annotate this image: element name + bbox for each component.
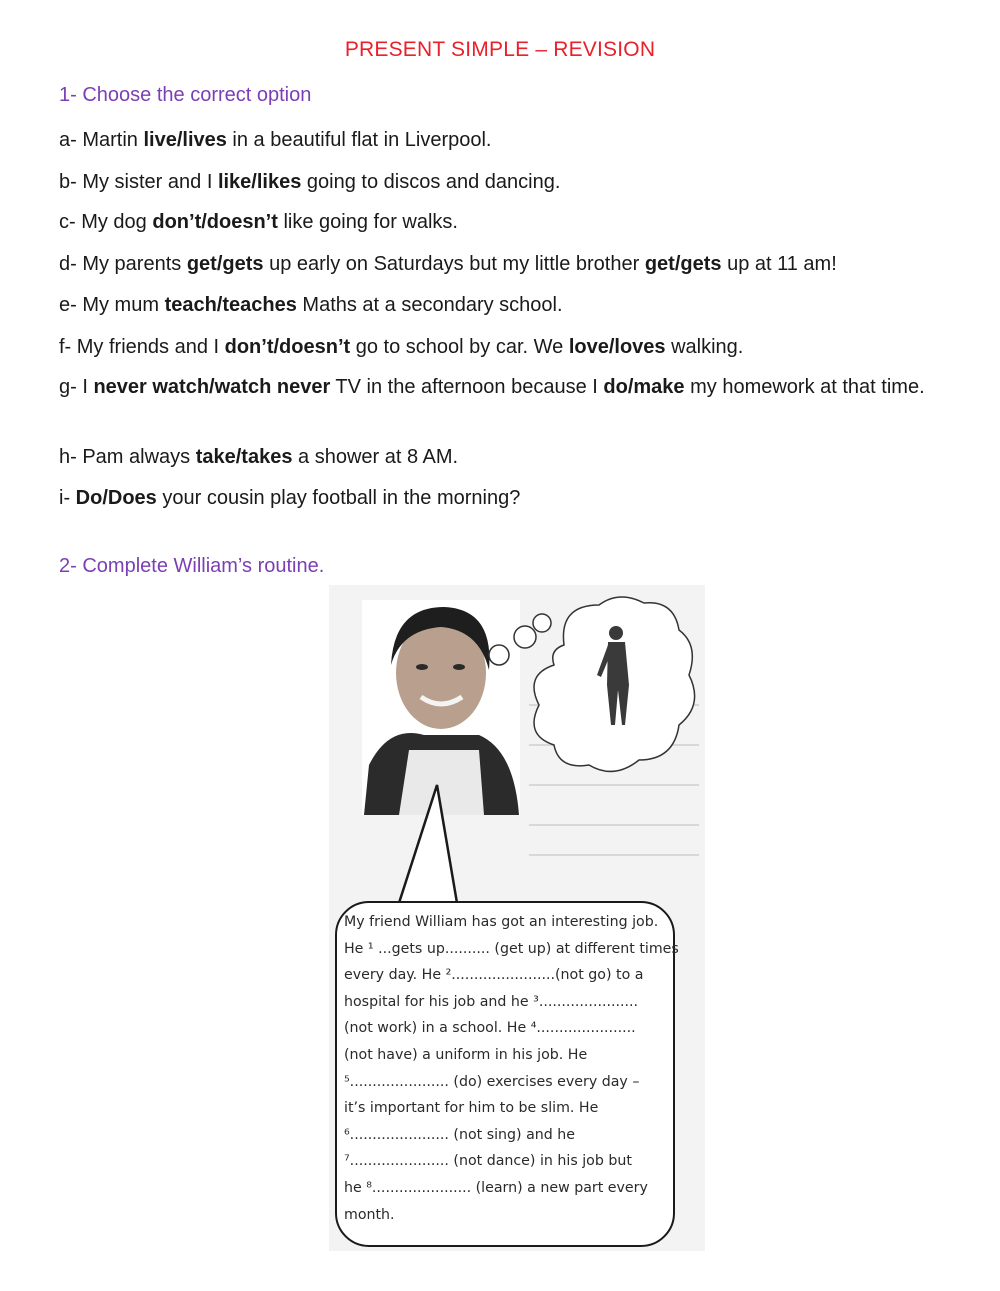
speech-line: ⁶...................... (not sing) and he: [344, 1126, 575, 1143]
answer-option[interactable]: never watch/watch never: [93, 376, 331, 398]
speech-line: (not work) in a school. He ⁴......................: [344, 1020, 636, 1037]
speech-text: [344, 909, 679, 1228]
answer-option[interactable]: don’t/doesn’t: [152, 211, 278, 233]
exercise-item: [59, 168, 949, 196]
sentence-text: a shower at 8 AM.: [292, 446, 459, 468]
exercise-item: [59, 373, 949, 401]
exercise-item: [59, 333, 949, 361]
speech-line: My friend William has got an interesting job.: [344, 914, 659, 930]
speech-line: month.: [344, 1206, 395, 1223]
speech-line: hospital for his job and he ³......................: [344, 993, 639, 1010]
sentence-text: walking.: [665, 336, 744, 358]
exercise-item: [59, 126, 949, 154]
answer-option[interactable]: take/takes: [195, 446, 293, 468]
sentence-text: g- I: [59, 376, 94, 398]
sentence-text: b- My sister and I: [59, 171, 218, 193]
section1-heading: 1- Choose the correct option: [59, 84, 312, 106]
speech-line: he ⁸...................... (learn) a new part every: [344, 1179, 648, 1196]
boy-photo: [362, 600, 520, 815]
exercise-item: [59, 250, 949, 278]
sentence-text: h- Pam always: [59, 446, 196, 468]
speech-line: every day. He ².......................(not go) to a: [344, 967, 644, 984]
exercise-item: [59, 208, 949, 236]
sentence-text: like going for walks.: [277, 211, 458, 233]
sentence-text: my homework at that time.: [684, 376, 925, 398]
answer-option[interactable]: do/make: [603, 376, 685, 398]
sentence-text: Maths at a secondary school.: [296, 294, 563, 316]
speech-line: ⁷...................... (not dance) in his job but: [344, 1153, 632, 1170]
answer-option[interactable]: don’t/doesn’t: [224, 336, 351, 358]
answer-option[interactable]: live/lives: [143, 129, 227, 151]
answer-option[interactable]: get/gets: [644, 253, 722, 275]
sentence-text: go to school by car. We: [350, 336, 569, 358]
speech-line: ⁵...................... (do) exercises every day –: [344, 1073, 640, 1090]
answer-option[interactable]: like/likes: [217, 171, 302, 193]
answer-option[interactable]: get/gets: [186, 253, 264, 275]
sentence-text: c- My dog: [59, 211, 153, 233]
sentence-text: a- Martin: [59, 129, 144, 151]
section2-heading: 2- Complete William’s routine.: [59, 555, 325, 577]
sentence-text: in a beautiful flat in Liverpool.: [226, 129, 492, 151]
sentence-text: TV in the afternoon because I: [330, 376, 604, 398]
exercise-item: [59, 443, 949, 471]
sentence-text: going to discos and dancing.: [301, 171, 561, 193]
answer-option[interactable]: love/loves: [568, 336, 666, 358]
sentence-text: up at 11 am!: [721, 253, 837, 275]
sentence-text: f- My friends and I: [59, 336, 225, 358]
speech-line: (not have) a uniform in his job. He: [344, 1046, 588, 1063]
sentence-text: e- My mum: [59, 294, 165, 316]
speech-line: it’s important for him to be slim. He: [344, 1100, 599, 1117]
exercise-item: [59, 291, 949, 319]
speech-line: He ¹ ...gets up.......... (get up) at different times: [344, 940, 679, 957]
sentence-text: your cousin play football in the morning?: [156, 487, 521, 509]
worksheet-title: PRESENT SIMPLE – REVISION: [344, 38, 656, 61]
sentence-text: up early on Saturdays but my little brother: [263, 253, 645, 275]
answer-option[interactable]: Do/Does: [75, 487, 157, 509]
answer-option[interactable]: teach/teaches: [164, 294, 297, 316]
exercise-item: [59, 484, 949, 512]
sentence-text: d- My parents: [59, 253, 187, 275]
sentence-text: i-: [59, 487, 76, 509]
